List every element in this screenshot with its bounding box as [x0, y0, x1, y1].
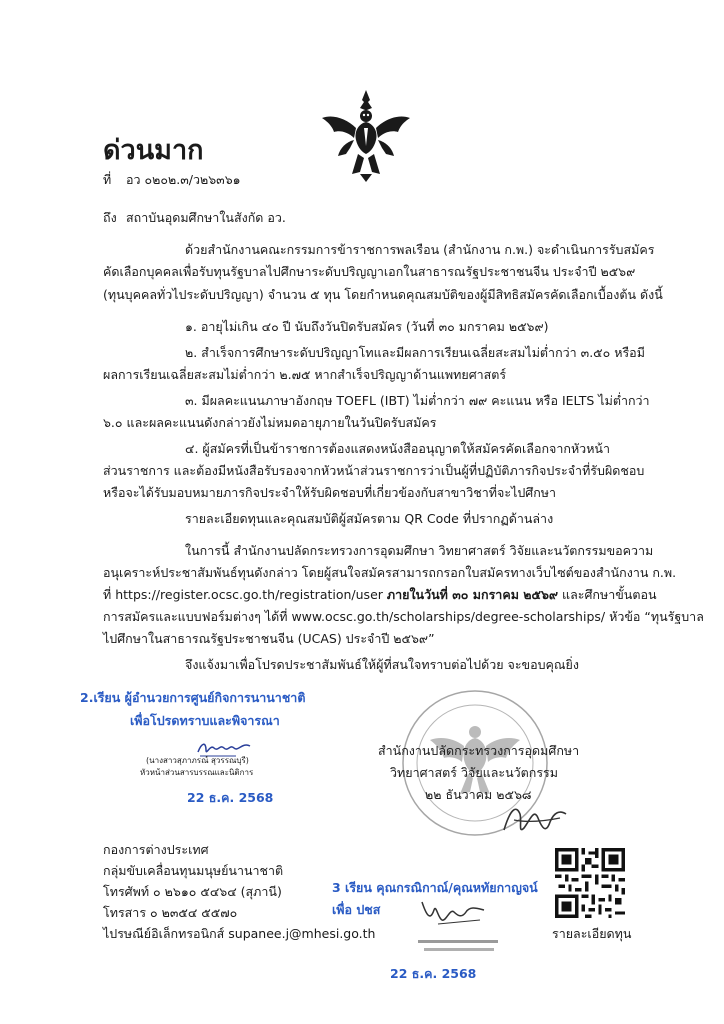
signer-name: (นางสาวสุภาภรณ์ สุวรรณบุรี): [146, 756, 249, 765]
ref-label: ที่: [103, 172, 112, 187]
register-url-text: ที่ https://register.ocsc.go.th/registration/user: [103, 587, 387, 602]
issuer-line-1: สำนักงานปลัดกระทรวงการอุดมศึกษา: [378, 743, 580, 758]
para2-line-5: ไปศึกษาในสาธารณรัฐประชาชนจีน (UCAS) ประจำปี ๒๕๖๙”: [103, 631, 435, 646]
to-label: ถึง: [103, 210, 117, 225]
ref-number: อว ๐๒๐๒.๓/ว๒๖๓๖๑: [126, 172, 241, 187]
signer-title: หัวหน้าส่วนสารบรรณและนิติการ: [140, 768, 254, 777]
garuda-emblem: [318, 88, 414, 184]
contact-email: ไปรษณีย์อิเล็กทรอนิกส์ supanee.j@mhesi.go.th: [103, 926, 376, 941]
contact-department: กองการต่างประเทศ: [103, 842, 209, 857]
routing-note-3-line-2: เพื่อ ปชส: [332, 902, 381, 917]
para2-line-3-tail: และศึกษาขั้นตอน: [558, 587, 657, 602]
criteria-item-2-line-2: ผลการเรียนเฉลี่ยสะสมไม่ต่ำกว่า ๒.๗๕ หากสำเร็จปริญญาด้านแพทยศาสตร์: [103, 367, 507, 382]
intro-line-2: คัดเลือกบุคคลเพื่อรับทุนรัฐบาลไปศึกษาระดับปริญญาเอกในสาธารณรัฐประชาชนจีน ประจำปี ๒๕๖๙: [103, 264, 636, 279]
para2-line-1: ในการนี้ สำนักงานปลัดกระทรวงการอุดมศึกษา วิทยาศาสตร์ วิจัยและนวัตกรรมขอความ: [185, 543, 654, 558]
intro-line-3: (ทุนบุคคลทั่วไประดับปริญญา) จำนวน ๕ ทุน โดยกำหนดคุณสมบัติของผู้มีสิทธิสมัครคัดเลือกเบื้องต้น ดังนี้: [103, 287, 663, 302]
criteria-item-4-line-2: ส่วนราชการ และต้องมีหนังสือรับรองจากหัวหน้าส่วนราชการว่าเป็นผู้ที่ปฏิบัติภารกิจประจำที่รับผิดชอบ: [103, 463, 645, 478]
handwritten-signature-3: [418, 896, 488, 930]
handwritten-signature-2: [500, 800, 570, 840]
contact-phone: โทรศัพท์ ๐ ๒๖๑๐ ๕๔๖๔ (สุภานี): [103, 884, 282, 899]
criteria-item-4-line-1: ๔. ผู้สมัครที่เป็นข้าราชการต้องแสดงหนังสืออนุญาตให้สมัครคัดเลือกจากหัวหน้า: [185, 441, 610, 456]
para2-line-4: การสมัครและแบบฟอร์มต่างๆ ได้ที่ www.ocsc.go.th/scholarships/degree-scholarships/ หัวข้อ “ทุนรัฐบาล: [103, 609, 704, 624]
routing-note-2-date: 22 ธ.ค. 2568: [187, 790, 274, 805]
intro-line-1: ด้วยสำนักงานคณะกรรมการข้าราชการพลเรือน (สำนักงาน ก.พ.) จะดำเนินการรับสมัคร: [185, 242, 655, 257]
criteria-item-3-line-1: ๓. มีผลคะแนนภาษาอังกฤษ TOEFL (IBT) ไม่ต่ำกว่า ๗๙ คะแนน หรือ IELTS ไม่ต่ำกว่า: [185, 393, 650, 408]
routing-note-3-line-1: 3 เรียน คุณกรณิกาณ์/คุณหทัยกาญจน์: [332, 880, 538, 895]
issuer-line-2: วิทยาศาสตร์ วิจัยและนวัตกรรม: [390, 765, 559, 780]
qr-caption: รายละเอียดทุน: [552, 926, 632, 941]
qr-note: รายละเอียดทุนและคุณสมบัติผู้สมัครตาม QR Code ที่ปรากฏด้านล่าง: [185, 511, 554, 526]
criteria-item-2-line-1: ๒. สำเร็จการศึกษาระดับปริญญาโทและมีผลการเรียนเฉลี่ยสะสมไม่ต่ำกว่า ๓.๕๐ หรือมี: [185, 345, 645, 360]
routing-note-2-line-1: 2.เรียน ผู้อำนวยการศูนย์กิจการนานาชาติ: [80, 690, 306, 705]
contact-group: กลุ่มขับเคลื่อนทุนมนุษย์นานาชาติ: [103, 863, 284, 878]
routing-note-2-line-2: เพื่อโปรดทราบและพิจารณา: [130, 713, 280, 728]
criteria-item-1: ๑. อายุไม่เกิน ๔๐ ปี นับถึงวันปิดรับสมัคร (วันที่ ๓๐ มกราคม ๒๕๖๙): [185, 319, 549, 334]
issue-date: ๒๒ ธันวาคม ๒๕๖๘: [425, 787, 532, 802]
criteria-item-4-line-3: หรือจะได้รับมอบหมายภารกิจประจำให้รับผิดชอบที่เกี่ยวข้องกับสาขาวิชาที่จะไปศึกษา: [103, 485, 557, 500]
to-value: สถาบันอุดมศึกษาในสังกัด อว.: [126, 210, 286, 225]
urgency-heading: ด่วนมาก: [103, 135, 204, 166]
criteria-item-3-line-2: ๖.๐ และผลคะแนนดังกล่าวยังไม่หมดอายุภายในวันปิดรับสมัคร: [103, 415, 437, 430]
para2-line-3: [103, 587, 657, 603]
qr-code[interactable]: [555, 848, 625, 918]
contact-fax: โทรสาร ๐ ๒๓๕๔ ๕๕๗๐: [103, 905, 238, 920]
para2-line-2: อนุเคราะห์ประชาสัมพันธ์ทุนดังกล่าว โดยผู้สนใจสมัครสามารถกรอกใบสมัครทางเว็บไซต์ของสำนักงาน ก.พ.: [103, 565, 677, 580]
deadline-text: ภายในวันที่ ๓๐ มกราคม ๒๕๖๙: [386, 587, 559, 602]
signer-caption-line-1: [418, 940, 498, 943]
closing-line: จึงแจ้งมาเพื่อโปรดประชาสัมพันธ์ให้ผู้ที่สนใจทราบต่อไปด้วย จะขอบคุณยิ่ง: [185, 657, 579, 672]
signer-caption-line-2: [424, 948, 494, 951]
routing-note-3-date: 22 ธ.ค. 2568: [390, 966, 477, 981]
